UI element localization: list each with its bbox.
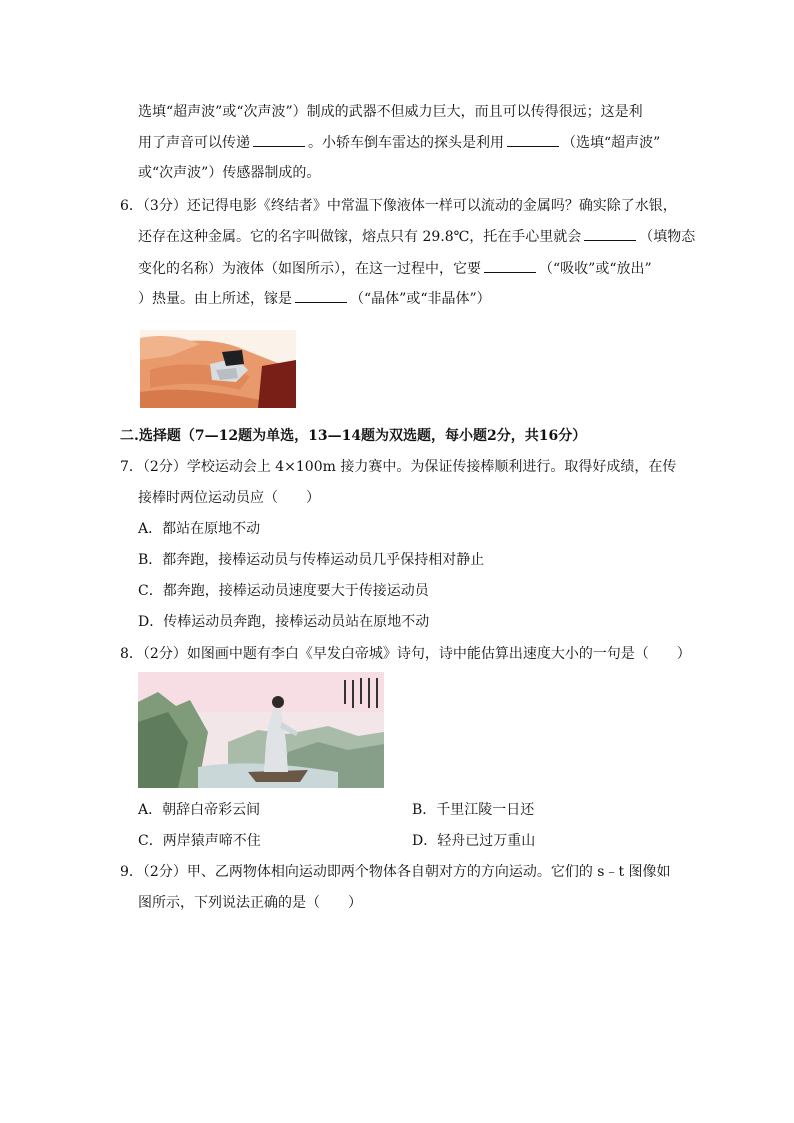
q6-line4-a: ）热量。由上所述，镓是 (138, 291, 292, 307)
q6-line2-a: 还存在这种金属。它的名字叫做镓，熔点只有 29.8℃，托在手心里就会 (138, 229, 582, 245)
q6-line3 (138, 259, 652, 279)
answer-blank[interactable] (584, 227, 636, 241)
q6-line1: 6．（3分）还记得电影《终结者》中常温下像液体一样可以流动的金属吗？确实除了水银， (120, 198, 677, 214)
q5-line2-b: 。小轿车倒车雷达的探头是利用 (308, 135, 504, 151)
q7-option-b[interactable]: B．都奔跑，接棒运动员与传棒运动员几乎保持相对静止 (138, 552, 485, 568)
q7-option-a[interactable]: A．都站在原地不动 (138, 521, 261, 537)
q7-option-c[interactable]: C．都奔跑，接棒运动员速度要大于传接运动员 (138, 583, 429, 599)
q7-line1: 7．（2分）学校运动会上 4×100m 接力赛中。为保证传接棒顺利进行。取得好成绩，在传 (120, 459, 677, 475)
q5-line3: 或“次声波”）传感器制成的。 (138, 165, 321, 181)
answer-blank[interactable] (484, 259, 536, 273)
q8-option-a[interactable]: A．朝辞白帝彩云间 (138, 802, 261, 818)
section-heading: 二.选择题（7—12题为单选，13—14题为双选题，每小题2分，共16分） (120, 428, 587, 444)
q5-line2-a: 用了声音可以传递 (138, 135, 250, 151)
q6-line2 (138, 227, 695, 247)
answer-blank[interactable] (295, 289, 347, 303)
q5-line1: 选填“超声波”或“次声波”）制成的武器不但威力巨大，而且可以传得很远；这是利 (138, 104, 643, 120)
q8-line1: 8．（2分）如图画中题有李白《早发白帝城》诗句，诗中能估算出速度大小的一句是（ ） (120, 646, 691, 662)
q8-option-d[interactable]: D．轻舟已过万重山 (412, 833, 536, 849)
q7-line2: 接棒时两位运动员应（ ） (138, 490, 320, 506)
gallium-hand-photo (140, 330, 296, 408)
q5-line2-c: （选填“超声波” (562, 135, 661, 151)
q6-line3-a: 变化的名称）为液体（如图所示），在这一过程中，它要 (138, 261, 481, 277)
q8-option-b[interactable]: B．千里江陵一日还 (412, 802, 535, 818)
li-bai-painting (138, 672, 384, 788)
q6-line2-b: （填物态 (639, 229, 696, 245)
q6-line3-b: （“吸收”或“放出” (539, 261, 652, 277)
q7-option-d[interactable]: D．传棒运动员奔跑，接棒运动员站在原地不动 (138, 614, 430, 630)
q6-line4 (138, 289, 491, 309)
q6-line4-b: （“晶体”或“非晶体”） (350, 291, 491, 307)
answer-blank[interactable] (507, 133, 559, 147)
q5-line2 (138, 133, 660, 153)
q8-option-c[interactable]: C．两岸猿声啼不住 (138, 833, 261, 849)
q9-line2: 图所示，下列说法正确的是（ ） (138, 895, 362, 911)
q9-line1: 9．（2分）甲、乙两物体相向运动即两个物体各自朝对方的方向运动。它们的 s﹣t 图像如 (120, 864, 671, 880)
answer-blank[interactable] (253, 133, 305, 147)
